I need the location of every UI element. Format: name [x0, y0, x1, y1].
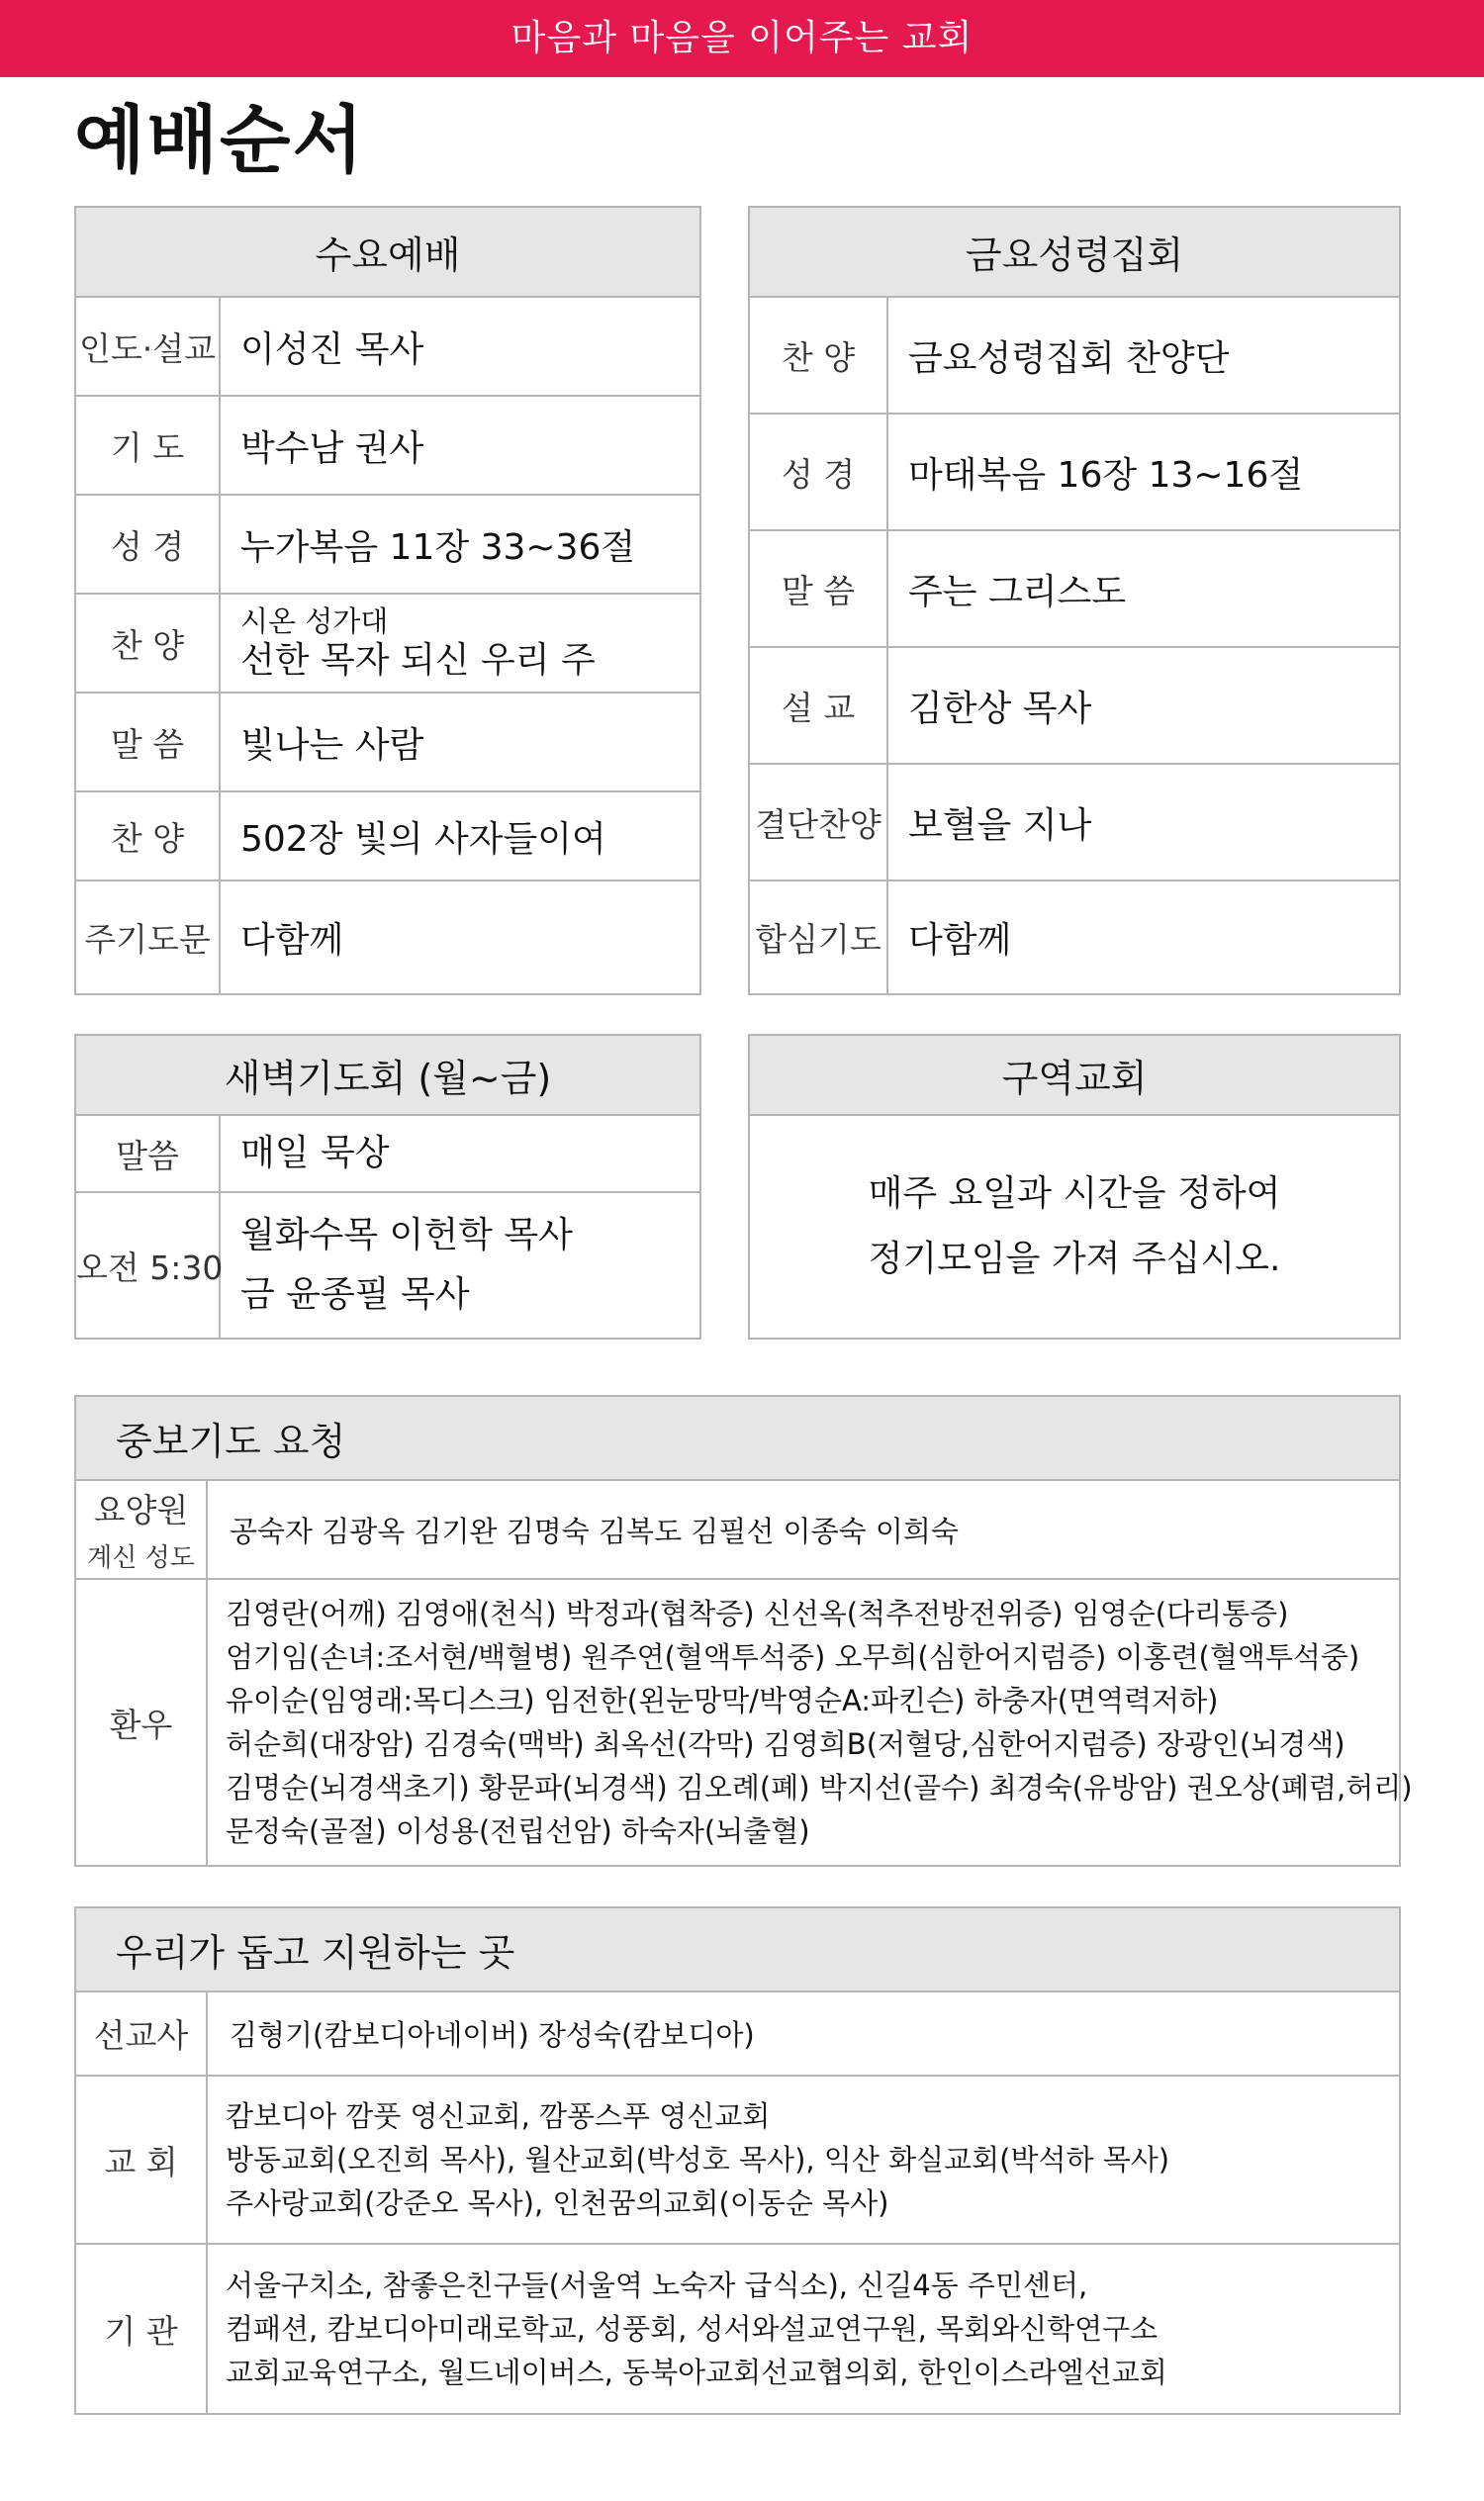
table-row — [75, 594, 700, 693]
table-row — [749, 880, 1400, 994]
dawn-title: 새벽기도회 (월~금) — [75, 1035, 700, 1115]
table-row — [75, 1480, 1400, 1579]
text-line: 엄기임(손녀:조서현/백혈병) 원주연(혈액투석중) 오무희(심한어지럼증) 이홍련(혈액투석중) — [226, 1640, 1360, 1674]
text-line: 컴패션, 캄보디아미래로학교, 성풍회, 성서와설교연구원, 목회와신학연구소 — [226, 2312, 1159, 2346]
text-line: 유이순(임영래:목디스크) 임전한(왼눈망막/박영순A:파킨슨) 하충자(면역력저하) — [226, 1684, 1219, 1717]
row-value: 주는 그리스도 — [887, 530, 1400, 647]
support-title: 우리가 돕고 지원하는 곳 — [75, 1907, 1400, 1992]
table-row — [75, 1579, 1400, 1866]
row-label: 말 씀 — [75, 693, 220, 791]
text-line: 교회교육연구소, 월드네이버스, 동북아교회선교협의회, 한인이스라엘선교회 — [226, 2356, 1167, 2389]
row-value: 김형기(캄보디아네이버) 장성숙(캄보디아) — [207, 1992, 1400, 2076]
district-notice — [749, 1115, 1400, 1339]
table-row — [75, 396, 700, 495]
row-label: 합심기도 — [749, 880, 887, 994]
table-row — [75, 1192, 700, 1339]
text-line: 서울구치소, 참좋은친구들(서울역 노숙자 급식소), 신길4동 주민센터, — [226, 2269, 1088, 2302]
text-line: 매일 묵상 — [240, 1133, 390, 1173]
row-label: 말씀 — [75, 1115, 220, 1192]
row-value: 누가복음 11장 33~36절 — [220, 495, 700, 594]
row-label: 결단찬양 — [749, 764, 887, 880]
table-row — [75, 693, 700, 791]
row-label: 주기도문 — [75, 880, 220, 994]
row-label: 찬 양 — [75, 791, 220, 880]
district-title: 구역교회 — [749, 1035, 1400, 1115]
row-label: 기 도 — [75, 396, 220, 495]
row-label: 선교사 — [75, 1992, 207, 2076]
text-line: 정기모임을 가져 주십시오. — [868, 1239, 1281, 1279]
table-row — [749, 647, 1400, 764]
row-label: 성 경 — [75, 495, 220, 594]
row-value: 다함께 — [887, 880, 1400, 994]
table-row — [749, 530, 1400, 647]
text-line: 캄보디아 깜풋 영신교회, 깜퐁스푸 영신교회 — [226, 2099, 771, 2133]
table-row — [75, 880, 700, 994]
table-row — [75, 1992, 1400, 2076]
text-line: 매주 요일과 시간을 정하여 — [868, 1173, 1281, 1214]
row-value — [220, 594, 700, 693]
dawn-prayer-table — [74, 1034, 701, 1340]
choir-name: 시온 성가대 — [240, 604, 389, 638]
hymn-title: 선한 목자 되신 우리 주 — [240, 640, 596, 681]
row-value — [220, 1115, 700, 1192]
row-value — [220, 1192, 700, 1339]
row-label: 성 경 — [749, 414, 887, 530]
row-label: 인도·설교 — [75, 297, 220, 396]
row-value: 빛나는 사람 — [220, 693, 700, 791]
row-value: 공숙자 김광옥 김기완 김명숙 김복도 김필선 이종숙 이희숙 — [207, 1480, 1400, 1579]
table-row — [75, 2076, 1400, 2244]
row-value: 마태복음 16장 13~16절 — [887, 414, 1400, 530]
top-banner: 마음과 마음을 이어주는 교회 — [0, 0, 1484, 77]
label-main: 요양원 — [93, 1491, 189, 1529]
row-label: 찬 양 — [75, 594, 220, 693]
row-label: 찬 양 — [749, 297, 887, 414]
row-label: 기 관 — [75, 2244, 207, 2414]
label-sub: 계신 성도 — [87, 1543, 195, 1573]
friday-title: 금요성령집회 — [749, 207, 1400, 297]
row-label: 말 씀 — [749, 530, 887, 647]
row-value — [207, 2076, 1400, 2244]
prayer-title: 중보기도 요청 — [75, 1396, 1400, 1480]
table-row — [749, 297, 1400, 414]
row-value: 보혈을 지나 — [887, 764, 1400, 880]
text-line: 김명순(뇌경색초기) 황문파(뇌경색) 김오례(폐) 박지선(골수) 최경숙(유방암) 권오상(폐렴,허리) — [226, 1771, 1413, 1805]
wednesday-service-table — [74, 206, 701, 995]
row-label: 설 교 — [749, 647, 887, 764]
text-line: 김영란(어깨) 김영애(천식) 박정과(협착증) 신선옥(척추전방전위증) 임영순(다리통증) — [226, 1597, 1289, 1630]
table-row — [75, 2244, 1400, 2414]
text-line: 금 윤종필 목사 — [240, 1274, 470, 1315]
page-title: 예배순서 — [74, 98, 365, 183]
friday-service-table — [748, 206, 1401, 995]
row-value: 다함께 — [220, 880, 700, 994]
text-line: 문정숙(골절) 이성용(전립선암) 하숙자(뇌출혈) — [226, 1814, 810, 1848]
text-line: 주사랑교회(강준오 목사), 인천꿈의교회(이동순 목사) — [226, 2186, 889, 2220]
table-row — [75, 495, 700, 594]
row-value: 김한상 목사 — [887, 647, 1400, 764]
district-church-table — [748, 1034, 1401, 1340]
support-table — [74, 1906, 1401, 2415]
table-row — [75, 1115, 700, 1192]
row-label: 환우 — [75, 1579, 207, 1866]
row-value: 502장 빛의 사자들이여 — [220, 791, 700, 880]
intercessory-prayer-table — [74, 1395, 1413, 1867]
row-value: 박수남 권사 — [220, 396, 700, 495]
table-row — [749, 764, 1400, 880]
table-row — [75, 297, 700, 396]
text-line: 허순희(대장암) 김경숙(맥박) 최옥선(각막) 김영희B(저혈당,심한어지럼증) 장광인(뇌경색) — [226, 1727, 1345, 1761]
table-row — [749, 414, 1400, 530]
row-value — [207, 1579, 1413, 1866]
row-value — [207, 2244, 1400, 2414]
row-label: 오전 5:30 — [75, 1192, 220, 1339]
row-value: 금요성령집회 찬양단 — [887, 297, 1400, 414]
row-label: 교 회 — [75, 2076, 207, 2244]
row-value: 이성진 목사 — [220, 297, 700, 396]
wednesday-title: 수요예배 — [75, 207, 700, 297]
text-line: 월화수목 이헌학 목사 — [240, 1215, 573, 1255]
row-label — [75, 1480, 207, 1579]
table-row — [75, 791, 700, 880]
text-line: 방동교회(오진희 목사), 월산교회(박성호 목사), 익산 화실교회(박석하 목사) — [226, 2143, 1170, 2177]
